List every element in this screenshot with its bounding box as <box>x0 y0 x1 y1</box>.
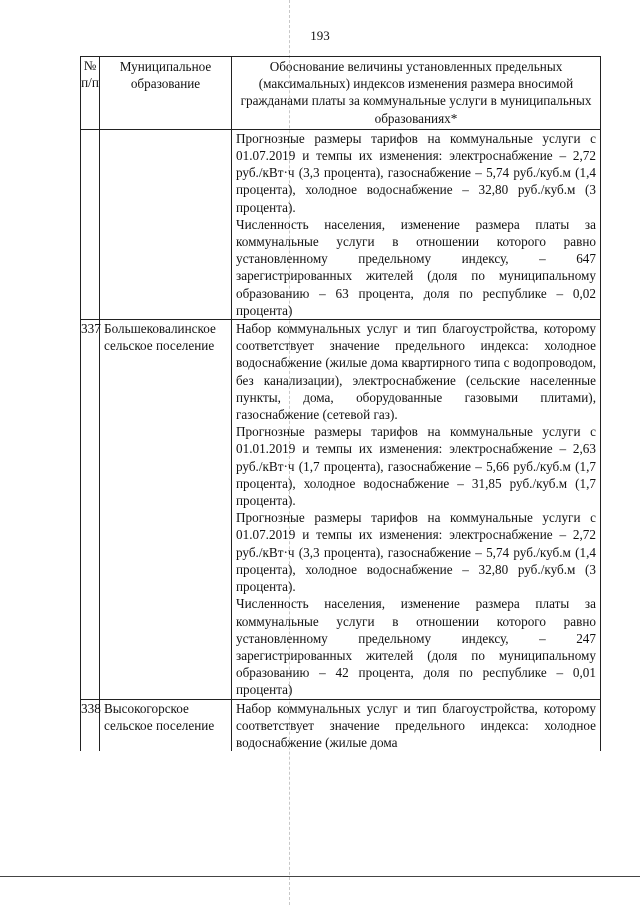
header-rationale: Обоснование величины установленных предельных (максимальных) индексов изменения размера вносимой гражданами платы за коммунальные услуги в муниципальных образованиях* <box>232 57 601 130</box>
row-municipality: Высокогорское сельское поселение <box>100 699 232 751</box>
row-num: 338 <box>81 699 100 751</box>
page-number: 193 <box>310 28 330 43</box>
rationale-paragraph: Численность населения, изменение размера платы за коммунальные услуги в отношении которого равно установленному предельному индексу, – 247 зарегистрированных жителей (доля по муниципальному образованию – 42 процента, доля по республике – 0,01 процента) <box>236 596 596 698</box>
row-rationale <box>232 699 601 751</box>
tariff-index-table <box>80 56 601 751</box>
row-num <box>81 129 100 319</box>
table-row <box>81 129 601 319</box>
row-municipality: Большековалинское сельское поселение <box>100 320 232 699</box>
row-num: 337 <box>81 320 100 699</box>
header-municipality: Муниципальное образование <box>100 57 232 130</box>
rationale-paragraph: Численность населения, изменение размера платы за коммунальные услуги в отношении которого равно установленному предельному индексу, – 647 зарегистрированных жителей (доля по муниципальному образованию – 63 процента, доля по республике – 0,02 процента) <box>236 216 596 318</box>
rationale-paragraph: Набор коммунальных услуг и тип благоустройства, которому соответствует значение предельного индекса: холодное водоснабжение (жилые дома <box>236 700 596 750</box>
header-num: № п/п <box>81 57 100 130</box>
rationale-paragraph: Набор коммунальных услуг и тип благоустройства, которому соответствует значение предельного индекса: холодное водоснабжение (жилые дома квартирного типа с водопроводом, без канализации), электроснабжение (сельские населенные пункты, дома, оборудованные газовыми плитами), газоснабжение (сетевой газ). <box>236 321 596 423</box>
table-row <box>81 699 601 751</box>
rationale-paragraph: Прогнозные размеры тарифов на коммунальные услуги с 01.07.2019 и темпы их изменения: электроснабжение – 2,72 руб./кВт·ч (3,3 процента), газоснабжение – 5,74 руб./куб.м (1,4 процента), холодное водоснабжение – 32,80 руб./куб.м (3 процента). <box>236 510 596 595</box>
row-rationale <box>232 320 601 699</box>
row-municipality <box>100 129 232 319</box>
table-row <box>81 320 601 699</box>
rationale-paragraph: Прогнозные размеры тарифов на коммунальные услуги с 01.01.2019 и темпы их изменения: электроснабжение – 2,63 руб./кВт·ч (1,7 процента), газоснабжение – 5,66 руб./куб.м (1,7 процента), холодное водоснабжение – 31,85 руб./куб.м (1,7 процента). <box>236 424 596 509</box>
row-rationale <box>232 129 601 319</box>
scan-edge-line <box>0 876 640 877</box>
table-header-row <box>81 57 601 130</box>
rationale-paragraph: Прогнозные размеры тарифов на коммунальные услуги с 01.07.2019 и темпы их изменения: электроснабжение – 2,72 руб./кВт·ч (3,3 процента), газоснабжение – 5,74 руб./куб.м (1,4 процента), холодное водоснабжение – 32,80 руб./куб.м (3 процента). <box>236 130 596 215</box>
